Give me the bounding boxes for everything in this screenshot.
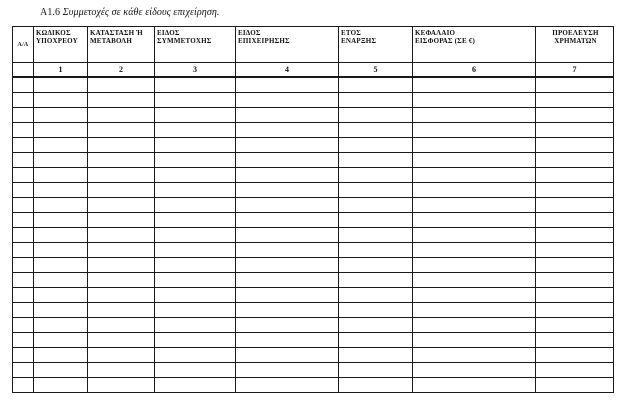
table-cell[interactable] bbox=[155, 123, 236, 138]
table-cell[interactable] bbox=[13, 303, 34, 318]
table-cell[interactable] bbox=[536, 273, 614, 288]
header-aa: Α/Α bbox=[13, 27, 34, 63]
table-cell[interactable] bbox=[236, 183, 339, 198]
table-cell[interactable] bbox=[339, 288, 413, 303]
table-cell[interactable] bbox=[155, 243, 236, 258]
header-start-year: ΕΤΟΣ ΕΝΑΡΞΗΣ bbox=[339, 27, 413, 63]
table-cell[interactable] bbox=[155, 273, 236, 288]
table-cell[interactable] bbox=[339, 258, 413, 273]
table-row bbox=[13, 228, 614, 243]
table-cell[interactable] bbox=[34, 333, 88, 348]
table-cell[interactable] bbox=[88, 77, 155, 93]
table-cell[interactable] bbox=[339, 213, 413, 228]
table-cell[interactable] bbox=[88, 258, 155, 273]
table-cell[interactable] bbox=[236, 77, 339, 93]
table-cell[interactable] bbox=[13, 77, 34, 93]
table-row bbox=[13, 378, 614, 393]
section-title: Συμμετοχές σε κάθε είδους επιχείρηση. bbox=[62, 7, 220, 18]
table-row bbox=[13, 93, 614, 108]
table-cell[interactable] bbox=[155, 288, 236, 303]
table-cell[interactable] bbox=[339, 228, 413, 243]
table-cell[interactable] bbox=[155, 378, 236, 393]
table-cell[interactable] bbox=[88, 378, 155, 393]
header-status-change: ΚΑΤΑΣΤΑΣΗ Ή ΜΕΤΑΒΟΛΗ bbox=[88, 27, 155, 63]
table-cell[interactable] bbox=[413, 93, 536, 108]
table-cell[interactable] bbox=[34, 198, 88, 213]
table-cell[interactable] bbox=[536, 348, 614, 363]
table-cell[interactable] bbox=[339, 333, 413, 348]
table-cell[interactable] bbox=[536, 303, 614, 318]
table-cell[interactable] bbox=[339, 138, 413, 153]
table-cell[interactable] bbox=[13, 378, 34, 393]
table-cell[interactable] bbox=[13, 108, 34, 123]
table-cell[interactable] bbox=[155, 198, 236, 213]
table-cell[interactable] bbox=[88, 123, 155, 138]
table-cell[interactable] bbox=[13, 168, 34, 183]
table-cell[interactable] bbox=[88, 108, 155, 123]
table-cell[interactable] bbox=[413, 108, 536, 123]
table-cell[interactable] bbox=[236, 288, 339, 303]
table-cell[interactable] bbox=[339, 168, 413, 183]
table-row bbox=[13, 138, 614, 153]
table-cell[interactable] bbox=[236, 123, 339, 138]
table-cell[interactable] bbox=[536, 183, 614, 198]
table-cell[interactable] bbox=[339, 273, 413, 288]
table-cell[interactable] bbox=[34, 183, 88, 198]
table-row bbox=[13, 183, 614, 198]
table-cell[interactable] bbox=[34, 138, 88, 153]
table-cell[interactable] bbox=[155, 333, 236, 348]
table-cell[interactable] bbox=[34, 318, 88, 333]
table-cell[interactable] bbox=[34, 228, 88, 243]
table-cell[interactable] bbox=[536, 93, 614, 108]
table-cell[interactable] bbox=[339, 318, 413, 333]
table-cell[interactable] bbox=[536, 198, 614, 213]
table-cell[interactable] bbox=[413, 288, 536, 303]
table-cell[interactable] bbox=[34, 273, 88, 288]
table-cell[interactable] bbox=[34, 288, 88, 303]
table-cell[interactable] bbox=[155, 108, 236, 123]
table-cell[interactable] bbox=[536, 333, 614, 348]
table-cell[interactable] bbox=[13, 318, 34, 333]
table-cell[interactable] bbox=[13, 228, 34, 243]
table-cell[interactable] bbox=[536, 378, 614, 393]
table-cell[interactable] bbox=[155, 153, 236, 168]
table-cell[interactable] bbox=[236, 243, 339, 258]
table-cell[interactable] bbox=[339, 378, 413, 393]
table-cell[interactable] bbox=[339, 243, 413, 258]
table-cell[interactable] bbox=[13, 333, 34, 348]
table-cell[interactable] bbox=[13, 93, 34, 108]
table-cell[interactable] bbox=[88, 93, 155, 108]
table-cell[interactable] bbox=[413, 303, 536, 318]
table-cell[interactable] bbox=[88, 183, 155, 198]
table-cell[interactable] bbox=[236, 228, 339, 243]
table-cell[interactable] bbox=[339, 77, 413, 93]
table-cell[interactable] bbox=[88, 153, 155, 168]
section-number: Α1.6 bbox=[40, 7, 61, 18]
table-row bbox=[13, 273, 614, 288]
table-cell[interactable] bbox=[236, 108, 339, 123]
header-business-type: ΕΙΔΟΣ ΕΠΙΧΕΙΡΗΣΗΣ bbox=[236, 27, 339, 63]
table-cell[interactable] bbox=[536, 228, 614, 243]
table-cell[interactable] bbox=[13, 348, 34, 363]
table-cell[interactable] bbox=[339, 348, 413, 363]
table-cell[interactable] bbox=[155, 363, 236, 378]
column-number: 4 bbox=[236, 63, 339, 78]
table-cell[interactable] bbox=[34, 243, 88, 258]
table-cell[interactable] bbox=[88, 348, 155, 363]
table-row bbox=[13, 288, 614, 303]
table-cell[interactable] bbox=[34, 378, 88, 393]
table-cell[interactable] bbox=[88, 303, 155, 318]
table-row bbox=[13, 153, 614, 168]
table-cell[interactable] bbox=[413, 77, 536, 93]
table-cell[interactable] bbox=[34, 213, 88, 228]
table-row bbox=[13, 258, 614, 273]
table-cell[interactable] bbox=[536, 153, 614, 168]
table-cell[interactable] bbox=[413, 123, 536, 138]
header-taxpayer-code: ΚΩΔΙΚΟΣ ΥΠΟΧΡΕΟΥ bbox=[34, 27, 88, 63]
column-number: 3 bbox=[155, 63, 236, 78]
table-cell[interactable] bbox=[13, 138, 34, 153]
table-cell[interactable] bbox=[536, 243, 614, 258]
table-cell[interactable] bbox=[34, 123, 88, 138]
participations-table bbox=[12, 26, 614, 393]
table-row bbox=[13, 213, 614, 228]
table-cell[interactable] bbox=[88, 138, 155, 153]
table-cell[interactable] bbox=[413, 183, 536, 198]
table-cell[interactable] bbox=[413, 318, 536, 333]
header-money-origin: ΠΡΟΕΛΕΥΣΗ ΧΡΗΜΑΤΩΝ bbox=[536, 27, 614, 63]
table-cell[interactable] bbox=[413, 138, 536, 153]
table-cell[interactable] bbox=[155, 183, 236, 198]
table-cell[interactable] bbox=[236, 348, 339, 363]
table-row bbox=[13, 108, 614, 123]
table-row bbox=[13, 333, 614, 348]
table-cell[interactable] bbox=[536, 288, 614, 303]
table-cell[interactable] bbox=[155, 93, 236, 108]
table-cell[interactable] bbox=[236, 258, 339, 273]
table-cell[interactable] bbox=[413, 228, 536, 243]
table-cell[interactable] bbox=[88, 288, 155, 303]
table-cell[interactable] bbox=[413, 363, 536, 378]
document-title bbox=[40, 7, 220, 18]
table-cell[interactable] bbox=[34, 303, 88, 318]
table-cell[interactable] bbox=[155, 168, 236, 183]
table-cell[interactable] bbox=[236, 213, 339, 228]
table-cell[interactable] bbox=[536, 123, 614, 138]
table-cell[interactable] bbox=[13, 363, 34, 378]
column-number-row bbox=[13, 63, 614, 78]
table-cell[interactable] bbox=[236, 168, 339, 183]
table-cell[interactable] bbox=[34, 108, 88, 123]
table-cell[interactable] bbox=[413, 378, 536, 393]
table-cell[interactable] bbox=[236, 93, 339, 108]
table-cell[interactable] bbox=[413, 153, 536, 168]
table-cell[interactable] bbox=[34, 153, 88, 168]
table-cell[interactable] bbox=[236, 198, 339, 213]
table-cell[interactable] bbox=[88, 243, 155, 258]
table-cell[interactable] bbox=[339, 93, 413, 108]
table-cell[interactable] bbox=[88, 168, 155, 183]
column-number: 1 bbox=[34, 63, 88, 78]
table-cell[interactable] bbox=[236, 378, 339, 393]
table-cell[interactable] bbox=[536, 258, 614, 273]
table-cell[interactable] bbox=[13, 198, 34, 213]
table-cell[interactable] bbox=[88, 273, 155, 288]
table-cell[interactable] bbox=[13, 288, 34, 303]
table-cell[interactable] bbox=[236, 303, 339, 318]
table-cell[interactable] bbox=[13, 258, 34, 273]
table-cell[interactable] bbox=[155, 138, 236, 153]
table-cell[interactable] bbox=[155, 228, 236, 243]
table-cell[interactable] bbox=[236, 273, 339, 288]
table-cell[interactable] bbox=[339, 153, 413, 168]
column-number bbox=[13, 63, 34, 78]
table-body bbox=[13, 77, 614, 393]
table-cell[interactable] bbox=[339, 183, 413, 198]
table-cell[interactable] bbox=[155, 318, 236, 333]
table-cell[interactable] bbox=[88, 198, 155, 213]
table-cell[interactable] bbox=[413, 258, 536, 273]
table-cell[interactable] bbox=[536, 77, 614, 93]
table-cell[interactable] bbox=[13, 153, 34, 168]
table-cell[interactable] bbox=[339, 303, 413, 318]
table-cell[interactable] bbox=[413, 333, 536, 348]
header-capital-contribution: ΚΕΦΑΛΑΙΟ ΕΙΣΦΟΡΑΣ (ΣΕ €) bbox=[413, 27, 536, 63]
table-cell[interactable] bbox=[88, 213, 155, 228]
table-cell[interactable] bbox=[413, 198, 536, 213]
table-cell[interactable] bbox=[34, 363, 88, 378]
column-number: 2 bbox=[88, 63, 155, 78]
table-cell[interactable] bbox=[236, 138, 339, 153]
column-number: 5 bbox=[339, 63, 413, 78]
table-cell[interactable] bbox=[13, 123, 34, 138]
table-cell[interactable] bbox=[339, 123, 413, 138]
table-row bbox=[13, 77, 614, 93]
header-row bbox=[13, 27, 614, 63]
table-cell[interactable] bbox=[413, 348, 536, 363]
table-cell[interactable] bbox=[13, 273, 34, 288]
table-cell[interactable] bbox=[536, 168, 614, 183]
table-cell[interactable] bbox=[13, 243, 34, 258]
table-row bbox=[13, 318, 614, 333]
table-cell[interactable] bbox=[236, 153, 339, 168]
table-cell[interactable] bbox=[155, 258, 236, 273]
table-cell[interactable] bbox=[236, 363, 339, 378]
table-cell[interactable] bbox=[536, 138, 614, 153]
table-cell[interactable] bbox=[13, 183, 34, 198]
table-cell[interactable] bbox=[88, 228, 155, 243]
table-cell[interactable] bbox=[34, 77, 88, 93]
table-cell[interactable] bbox=[236, 333, 339, 348]
table-cell[interactable] bbox=[536, 318, 614, 333]
table-cell[interactable] bbox=[413, 243, 536, 258]
table-cell[interactable] bbox=[88, 318, 155, 333]
table-row bbox=[13, 303, 614, 318]
table-cell[interactable] bbox=[13, 213, 34, 228]
table-cell[interactable] bbox=[339, 108, 413, 123]
table-cell[interactable] bbox=[88, 363, 155, 378]
table-cell[interactable] bbox=[339, 198, 413, 213]
table-cell[interactable] bbox=[413, 213, 536, 228]
table-row bbox=[13, 123, 614, 138]
table-row bbox=[13, 168, 614, 183]
header-participation-type: ΕΙΔΟΣ ΣΥΜΜΕΤΟΧΗΣ bbox=[155, 27, 236, 63]
table-cell[interactable] bbox=[155, 348, 236, 363]
table-cell[interactable] bbox=[339, 363, 413, 378]
table-cell[interactable] bbox=[536, 363, 614, 378]
table-cell[interactable] bbox=[155, 213, 236, 228]
table-cell[interactable] bbox=[34, 348, 88, 363]
table-row bbox=[13, 198, 614, 213]
table-cell[interactable] bbox=[236, 318, 339, 333]
table-cell[interactable] bbox=[413, 273, 536, 288]
table-cell[interactable] bbox=[34, 258, 88, 273]
table-cell[interactable] bbox=[88, 333, 155, 348]
column-number: 6 bbox=[413, 63, 536, 78]
table-cell[interactable] bbox=[536, 108, 614, 123]
table-cell[interactable] bbox=[536, 213, 614, 228]
table-cell[interactable] bbox=[155, 77, 236, 93]
column-number: 7 bbox=[536, 63, 614, 78]
table-row bbox=[13, 348, 614, 363]
table-cell[interactable] bbox=[155, 303, 236, 318]
table-row bbox=[13, 243, 614, 258]
table-cell[interactable] bbox=[413, 168, 536, 183]
table-cell[interactable] bbox=[34, 93, 88, 108]
table-row bbox=[13, 363, 614, 378]
table-cell[interactable] bbox=[34, 168, 88, 183]
